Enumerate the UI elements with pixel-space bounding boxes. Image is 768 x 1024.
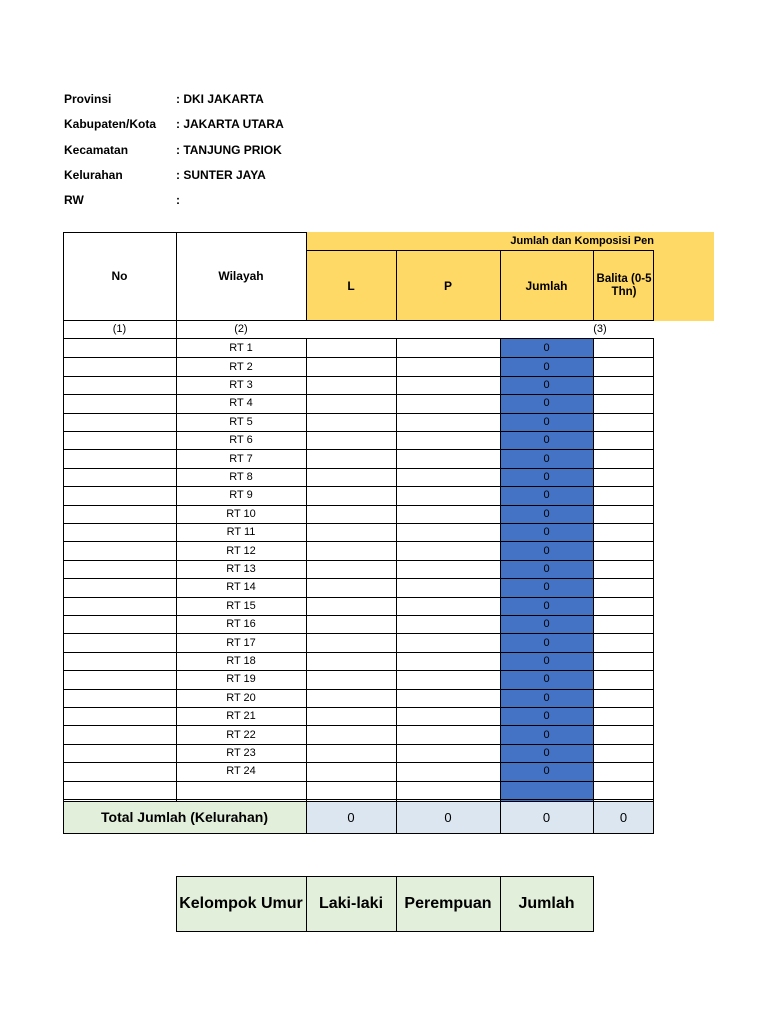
row-wilayah: RT 5 [229, 415, 253, 428]
row-jumlah: 0 [543, 526, 550, 539]
grid-line [396, 250, 397, 321]
row-wilayah: RT 10 [226, 507, 256, 520]
grid-line [396, 338, 397, 834]
row-wilayah: RT 16 [226, 618, 256, 631]
grid-line [500, 338, 501, 834]
row-jumlah: 0 [543, 728, 550, 741]
grid-line [63, 449, 654, 450]
grid-line [63, 486, 654, 487]
row-jumlah: 0 [543, 562, 550, 575]
grid-line [176, 232, 177, 802]
grid-line [63, 523, 654, 524]
info-value: : SUNTER JAYA [176, 167, 266, 182]
row-wilayah: RT 12 [226, 544, 256, 557]
grid-line [63, 799, 654, 800]
row-wilayah: RT 19 [226, 673, 256, 686]
row-wilayah: RT 20 [226, 691, 256, 704]
grid-line [63, 707, 654, 708]
age-col-laki: Laki-laki [306, 876, 396, 931]
grid-line [63, 652, 654, 653]
row-jumlah: 0 [543, 452, 550, 465]
grid-line [63, 833, 654, 834]
grid-line [63, 762, 654, 763]
grid-line [306, 250, 654, 251]
col-header-l: L [347, 278, 355, 293]
col-header-wilayah: Wilayah [218, 269, 264, 283]
group-header: Jumlah dan Komposisi Pen [510, 235, 654, 247]
grid-line [63, 232, 64, 834]
age-divider [396, 876, 397, 932]
row-jumlah: 0 [543, 581, 550, 594]
row-wilayah: RT 15 [226, 599, 256, 612]
row-wilayah: RT 6 [229, 434, 253, 447]
grid-line [63, 560, 654, 561]
grid-line [653, 338, 654, 834]
col-header-p: P [443, 278, 452, 293]
col-header-balita: Balita (0-5 Thn) [596, 272, 652, 298]
grid-line [63, 357, 654, 358]
row-wilayah: RT 8 [229, 470, 253, 483]
age-col-perempuan: Perempuan [396, 876, 500, 931]
grid-line [63, 232, 307, 233]
info-label: RW [64, 193, 84, 208]
grid-line [63, 468, 654, 469]
total-p: 0 [396, 801, 500, 833]
grid-line [593, 338, 594, 834]
info-label: Kabupaten/Kota [64, 117, 157, 132]
row-wilayah: RT 11 [226, 526, 256, 539]
grid-line [63, 431, 654, 432]
row-wilayah: RT 22 [226, 728, 256, 741]
row-wilayah: RT 3 [229, 378, 253, 391]
row-jumlah: 0 [543, 765, 550, 778]
row-jumlah: 0 [543, 434, 550, 447]
grid-line [63, 744, 654, 745]
grid-line [63, 615, 654, 616]
total-jumlah: 0 [500, 801, 593, 833]
row-jumlah: 0 [543, 710, 550, 723]
grid-line [306, 232, 307, 321]
row-jumlah: 0 [543, 691, 550, 704]
grid-line [593, 250, 594, 321]
grid-line [306, 338, 307, 834]
row-wilayah: RT 18 [226, 654, 256, 667]
grid-line [63, 578, 654, 579]
row-jumlah: 0 [543, 544, 550, 557]
total-balita: 0 [593, 801, 654, 833]
row-jumlah: 0 [543, 618, 550, 631]
col-number-2: (2) [234, 323, 248, 335]
row-jumlah: 0 [543, 360, 550, 373]
row-jumlah: 0 [543, 342, 550, 355]
row-jumlah: 0 [543, 470, 550, 483]
grid-line [500, 250, 501, 321]
age-col-kelompok: Kelompok Umur [176, 876, 306, 931]
age-table-border [176, 876, 594, 932]
row-jumlah: 0 [543, 746, 550, 759]
row-wilayah: RT 9 [229, 489, 253, 502]
grid-line [63, 338, 654, 339]
info-label: Provinsi [64, 92, 112, 106]
grid-line [63, 413, 654, 414]
info-value: : [176, 193, 180, 208]
row-jumlah: 0 [543, 673, 550, 686]
row-wilayah: RT 17 [226, 636, 256, 649]
grid-line [63, 376, 654, 377]
row-wilayah: RT 4 [229, 397, 253, 410]
grid-line [63, 320, 654, 321]
total-l: 0 [306, 801, 396, 833]
col-number-3: (3) [593, 323, 607, 335]
info-label: Kelurahan [64, 167, 123, 182]
grid-line [63, 781, 654, 782]
grid-line [63, 670, 654, 671]
total-label: Total Jumlah (Kelurahan) [63, 801, 306, 833]
row-jumlah: 0 [543, 489, 550, 502]
col-number-1: (1) [112, 323, 127, 335]
row-jumlah: 0 [543, 507, 550, 520]
row-jumlah: 0 [543, 415, 550, 428]
age-col-jumlah: Jumlah [500, 876, 593, 931]
row-wilayah: RT 21 [226, 710, 256, 723]
row-jumlah: 0 [543, 636, 550, 649]
info-value: : TANJUNG PRIOK [176, 142, 282, 157]
age-divider [500, 876, 501, 932]
row-wilayah: RT 23 [226, 746, 256, 759]
age-divider [306, 876, 307, 932]
row-wilayah: RT 13 [226, 562, 256, 575]
row-wilayah: RT 2 [229, 360, 253, 373]
grid-line [63, 633, 654, 634]
row-jumlah: 0 [543, 654, 550, 667]
grid-line [653, 250, 654, 321]
row-jumlah: 0 [543, 599, 550, 612]
col-header-no: No [111, 269, 128, 283]
info-value: : JAKARTA UTARA [176, 117, 284, 132]
row-jumlah: 0 [543, 397, 550, 410]
grid-line [63, 801, 654, 802]
row-wilayah: RT 14 [226, 581, 256, 594]
grid-line [63, 689, 654, 690]
col-header-jumlah: Jumlah [525, 278, 568, 293]
row-jumlah: 0 [543, 378, 550, 391]
grid-line [63, 725, 654, 726]
grid-line [63, 597, 654, 598]
grid-line [63, 505, 654, 506]
row-wilayah: RT 24 [226, 765, 256, 778]
grid-line [63, 541, 654, 542]
info-label: Kecamatan [64, 142, 129, 157]
row-wilayah: RT 7 [229, 452, 253, 465]
info-value: : DKI JAKARTA [176, 92, 264, 106]
row-wilayah: RT 1 [229, 342, 253, 355]
grid-line [63, 394, 654, 395]
